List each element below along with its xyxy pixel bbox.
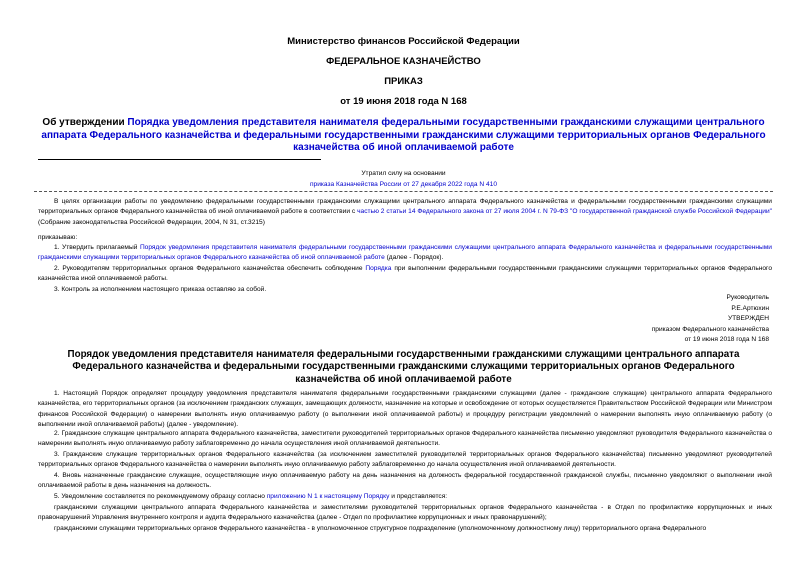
approved-word: УТВЕРЖДЕН — [727, 315, 769, 323]
procedure-p4: 4. Вновь назначенные гражданские служащие, осуществляющие иную оплачиваемую работу на день назначения на должность федеральной государственной гражданской службы, письменно уведомляют о выполнении иной оплачиваемой работы в день назначения на должность. — [38, 472, 772, 490]
item-1 — [38, 243, 772, 264]
approved-date: от 19 июня 2018 года N 168 — [684, 336, 769, 344]
item-2 — [38, 264, 772, 285]
title-prefix: Об утверждении — [42, 117, 128, 128]
revoked-note-link[interactable]: приказа Казначейства России от 27 декабря 2022 года N 410 — [309, 181, 498, 188]
procedure-title: Порядок уведомления представителя нанимателя федеральными государственными гражданскими служащими центрального аппарата Федерального казначейства и федеральными государственными гражданскими служащими территориальных органов Федерального казначейства об иной оплачиваемой работе — [67, 349, 740, 385]
doc-type-heading: ПРИКАЗ — [384, 76, 423, 87]
law-link[interactable]: частью 2 статьи 14 Федерального закона от 27 июля 2004 г. N 79-ФЗ "О государственной гражданской службе Российской Федерации" — [357, 208, 772, 216]
procedure-short-link[interactable]: Порядка — [365, 265, 392, 272]
signature-block — [652, 293, 769, 346]
item-3: 3. Контроль за исполнением настоящего приказа оставляю за собой. — [54, 286, 267, 293]
approved-by: приказом Федерального казначейства — [651, 325, 769, 333]
ministry-heading: Министерство финансов Российской Федерации — [287, 36, 520, 47]
signature-name: Р.Е.Артюхин — [731, 304, 769, 312]
item-2-text: 2. Руководителям территориальных органов Федерального казначейства обеспечить соблюдение — [54, 265, 366, 272]
procedure-p5-end: и представляется: — [389, 493, 448, 500]
procedure-p5-text: 5. Уведомление составляется по рекомендуемому образцу согласно — [54, 493, 267, 500]
item-1-end: (далее - Порядок). — [384, 254, 444, 262]
dashed-divider — [34, 191, 773, 192]
date-number-heading: от 19 июня 2018 года N 168 — [340, 96, 467, 107]
preamble-paragraph — [38, 197, 772, 228]
preamble-text-end: (Собрание законодательства Российской Федерации, 2004, N 31, ст.3215) — [38, 218, 265, 226]
procedure-p5-2: гражданскими служащими территориальных органов Федерального казначейства - в уполномоченное структурное подразделение (уполномоченному должностному лицу) территориального органа Федерального — [54, 525, 707, 532]
procedure-link[interactable]: Порядок уведомления представителя нанимателя федеральными государственными гражданскими служащими центрального аппарата Федерального казначейства и федеральными государственными гражданскими служащими территориальных органов Федерального казначейства об иной оплачиваемой работе — [38, 244, 772, 262]
item-2-end: при выполнении федеральными государственными гражданскими служащими территориальных органов Федерального казначейства иной оплачиваемой работы. — [38, 265, 772, 283]
signature-role: Руководитель — [726, 294, 769, 301]
agency-heading: ФЕДЕРАЛЬНОЕ КАЗНАЧЕЙСТВО — [326, 56, 481, 67]
item-1-text: 1. Утвердить прилагаемый — [54, 244, 140, 251]
procedure-p5-1: гражданскими служащими центрального аппарата Федерального казначейства и заместителями руководителей территориальных органов Федерального казначейства - в Отдел по профилактике коррупционных и иных правонарушений Управления внутреннего контроля и аудита Федерального казначейства (далее - Отдел по профилактике коррупционных и иных правонарушений); — [38, 504, 772, 522]
procedure-p3: 3. Гражданские служащие территориальных органов Федерального казначейства (за исключением заместителей руководителей территориальных органов Федерального казначейства) письменно уведомляют руководителей территориальных органов Федерального казначейства о намерении выполнять иную оплачиваемую работу заблаговременно до начала осуществления иной оплачиваемой деятельности. — [38, 451, 772, 469]
title-link[interactable]: Порядка уведомления представителя нанимателя федеральными государственными гражданскими служащими центрального аппарата Федерального казначейства и федеральными государственными гражданскими служащими территориальных органов Федерального казначейства об иной оплачиваемой работе — [41, 117, 766, 153]
preamble-text: В целях организации работы по уведомлению федеральными государственными гражданскими служащими центрального аппарата Федерального казначейства и федеральными государственными гражданскими служащими территориальных органов Федерального казначейства об иной оплачиваемой работе в соответствии с — [38, 198, 772, 216]
revoked-note-line: Утратил силу на основании — [361, 170, 446, 177]
order-word: приказываю: — [38, 234, 78, 241]
document-title — [40, 117, 767, 155]
divider — [38, 159, 321, 160]
procedure-p1: 1. Настоящий Порядок определяет процедуру уведомления представителя нанимателя федеральными государственными гражданскими служащими (далее - гражданские служащие) центрального аппарата Федерального казначейства, его территориальных органов (за исключением гражданских служащих, замещающих должности, назначение на которые и освобождение от которых осуществляется Правительством Российской Федерации или Министром финансов Российской Федерации) о намерении выполнять иную оплачиваемую работу (о выполнении иной оплачиваемой работы) и процедуру регистрации уведомлений о намерении выполнять иную оплачиваемую работу (о выполнении иной оплачиваемой работы) (далее - уведомление). — [38, 390, 772, 428]
procedure-p5 — [38, 492, 772, 502]
appendix-link[interactable]: приложению N 1 к настоящему Порядку — [266, 493, 390, 500]
procedure-p2: 2. Гражданские служащие центрального аппарата Федерального казначейства, заместители руководителей территориальных органов Федерального казначейства письменно уведомляют руководителя Федерального казначейства о намерении выполнять иную оплачиваемую работу заблаговременно до начала осуществления иной оплачиваемой деятельности. — [38, 430, 772, 448]
